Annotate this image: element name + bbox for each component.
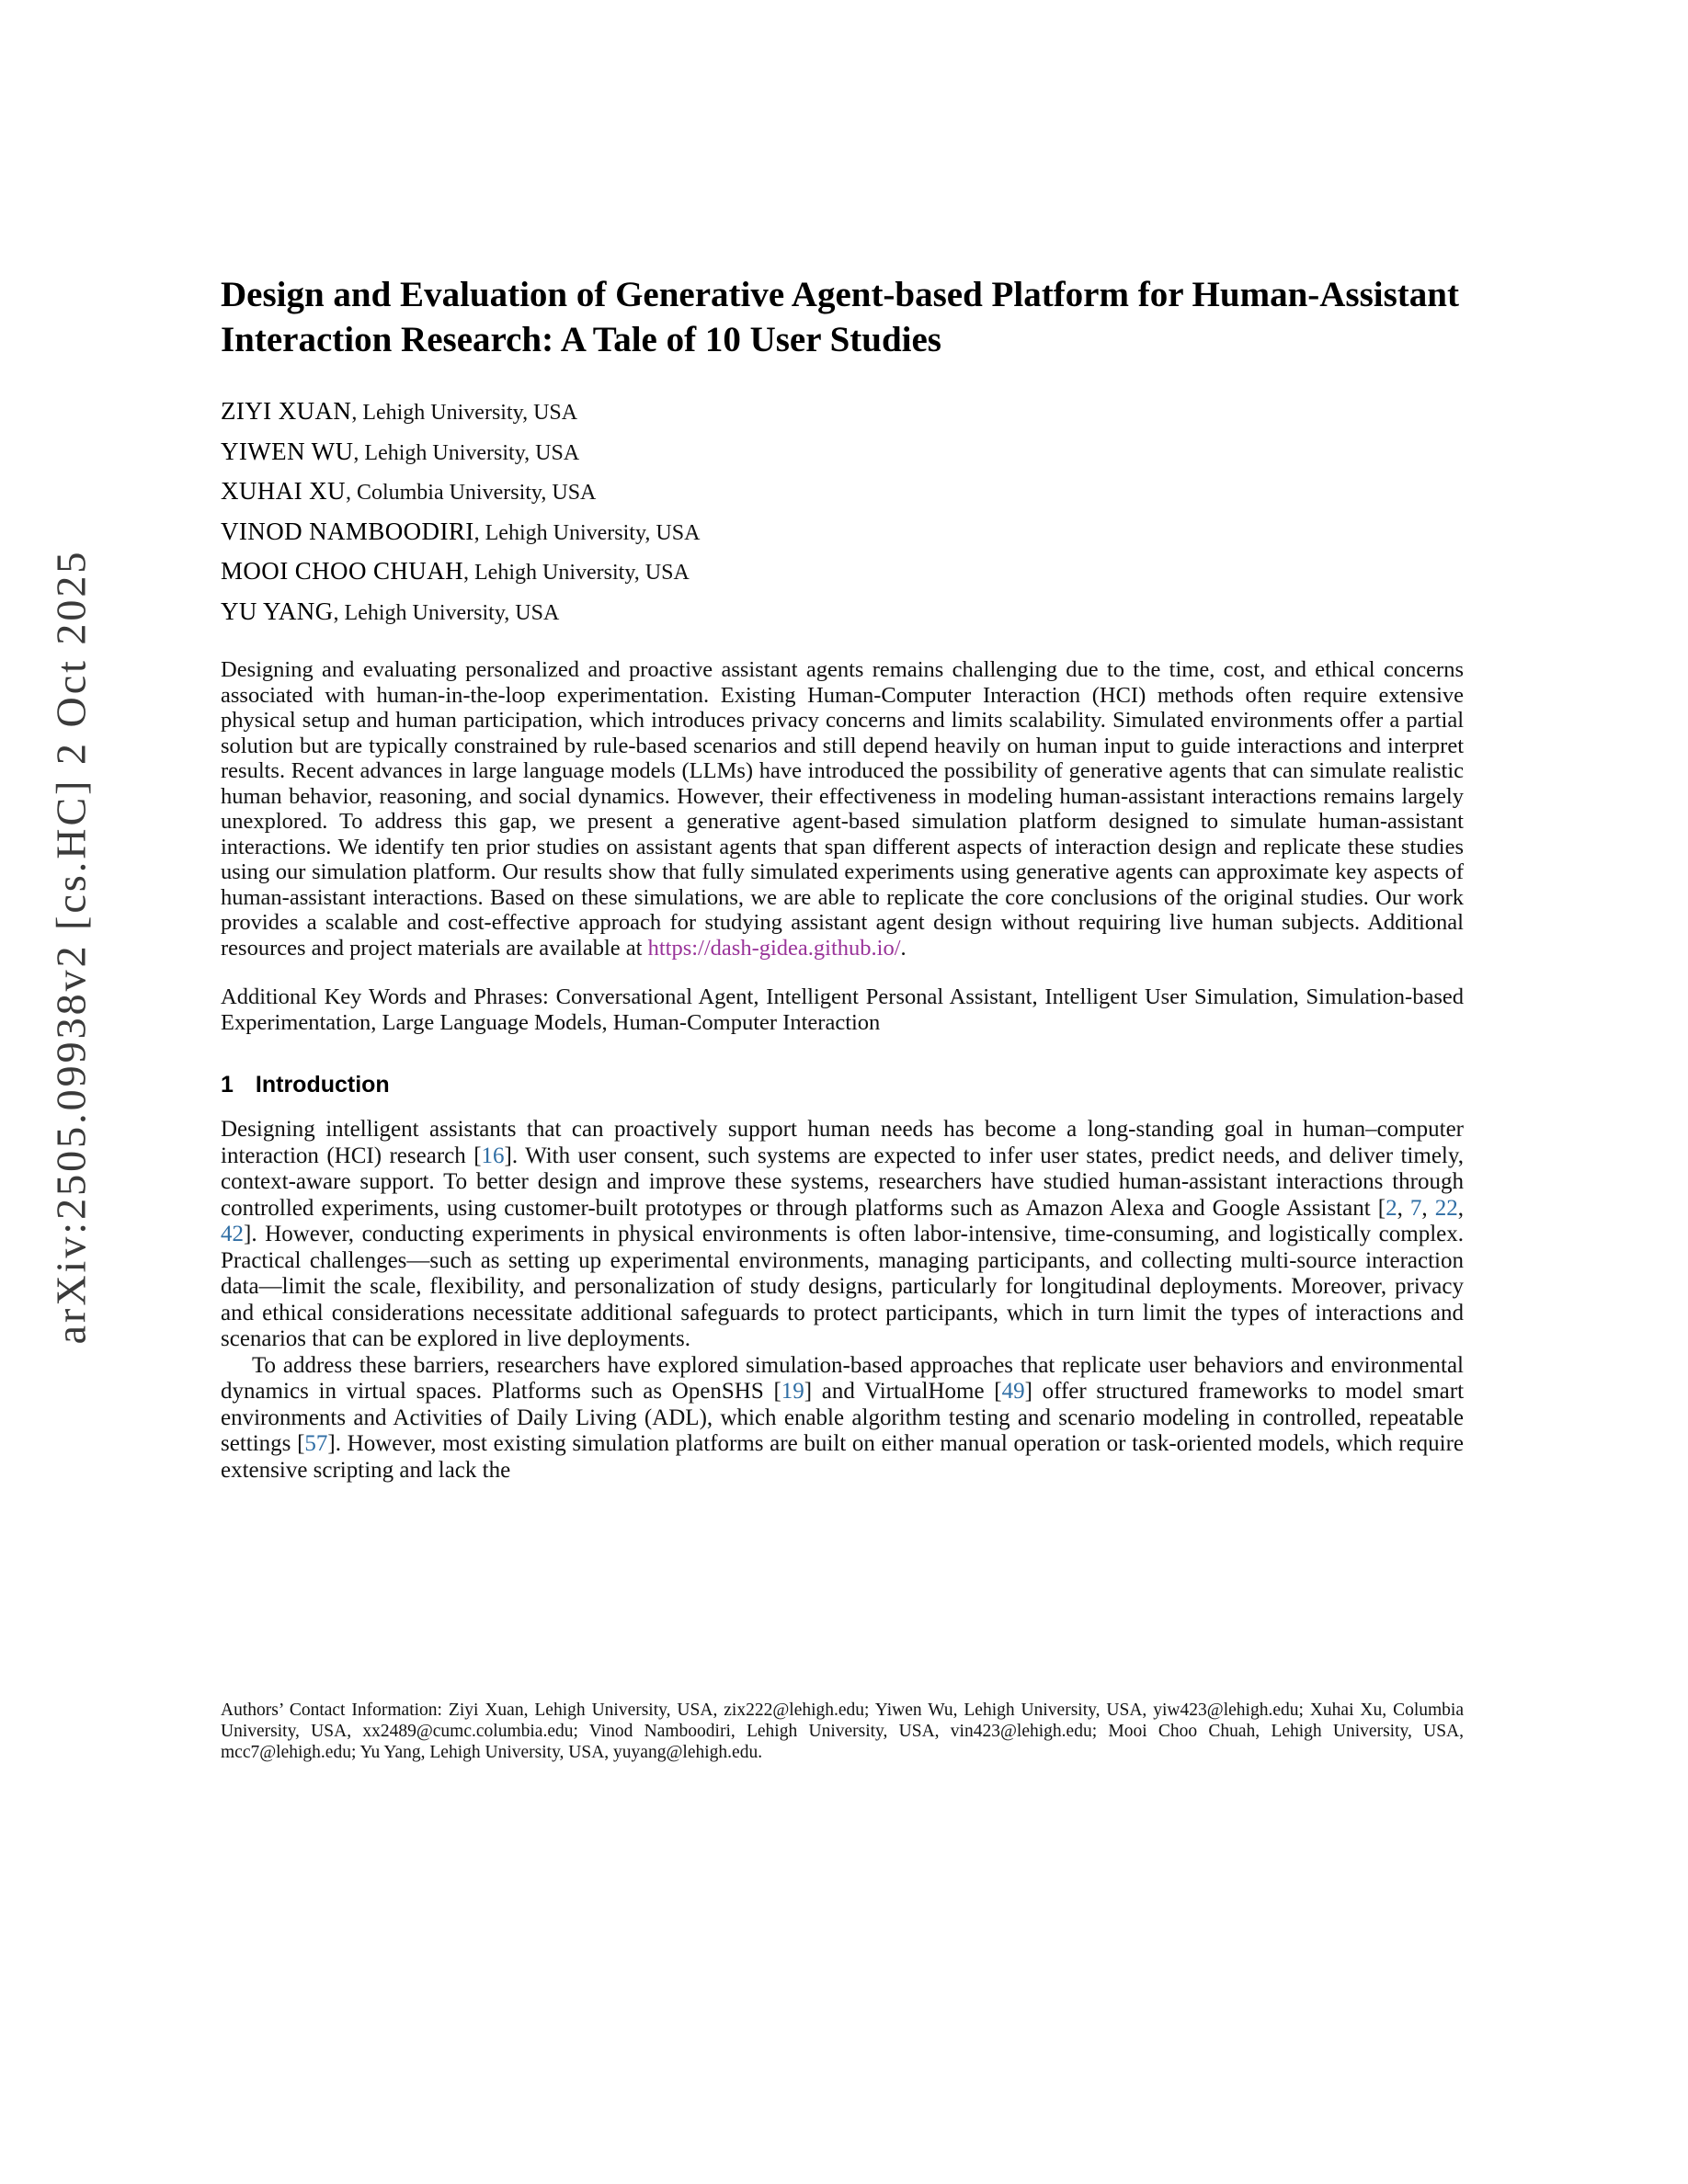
author-affiliation: , Lehigh University, USA bbox=[473, 520, 701, 545]
author-line bbox=[221, 434, 1464, 474]
abstract: Designing and evaluating personalized and proactive assistant agents remains challenging due to the time, cost, and ethical concerns associated with human-in-the-loop experimentation. Existing Human-Computer Interaction (HCI) methods often require extensive physical setup and human participation, which introduces privacy concerns and limits scalability. Simulated environments offer a partial solution but are typically constrained by rule-based scenarios and still depend heavily on human input to guide interactions and interpret results. Recent advances in large language models (LLMs) have introduced the possibility of generative agents that can simulate realistic human behavior, reasoning, and social dynamics. However, their effectiveness in modeling human-assistant interactions remains largely unexplored. To address this gap, we present a generative agent-based simulation platform designed to simulate human-assistant interactions. We identify ten prior studies on assistant agents that span different aspects of interaction design and replicate these studies using our simulation platform. Our results show that fully simulated experiments using generative agents can approximate key aspects of human-assistant interactions. Based on these simulations, we are able to replicate the core conclusions of the original studies. Our work provides a scalable and cost-effective approach for studying assistant agent design without requiring live human subjects. Additional resources and project materials are available at https://dash-gidea.github.io/. bbox=[221, 657, 1464, 961]
intro-paragraph-1: Designing intelligent assistants that can proactively support human needs has become a long-standing goal in human–computer interaction (HCI) research [16]. With user consent, such systems are expected to infer user states, predict needs, and deliver timely, context-aware support. To better design and improve these systems, researchers have studied human-assistant interactions through controlled experiments, using customer-built prototypes or through platforms such as Amazon Alexa and Google Assistant [2, 7, 22, 42]. However, conducting experiments in physical environments is often labor-intensive, time-consuming, and logistically complex. Practical challenges—such as setting up experimental environments, managing participants, and collecting multi-source interaction data—limit the scale, flexibility, and personalization of study designs, particularly for longitudinal deployments. Moreover, privacy and ethical considerations necessitate additional safeguards to protect participants, which in turn limit the types of interactions and scenarios that can be explored in live deployments. bbox=[221, 1117, 1465, 1351]
section-title: Introduction bbox=[255, 1072, 390, 1098]
contact-info: Authors’ Contact Information: Ziyi Xuan, Lehigh University, USA, zix222@lehigh.edu; Yiwen Wu, Lehigh University, USA, yiw423@lehigh.edu; Xuhai Xu, Columbia University, USA, xx2489@cumc.columbia.edu; Vinod Namboodiri, Lehigh University, USA, vin423@lehigh.edu; Mooi Choo Chuah, Lehigh University, USA, mcc7@lehigh.edu; Yu Yang, Lehigh University, USA, yuyang@lehigh.edu. bbox=[221, 1701, 1464, 1762]
author-line bbox=[221, 514, 1464, 554]
author-name: XUHAI XU bbox=[221, 477, 346, 505]
citation-link[interactable]: 16 bbox=[481, 1143, 505, 1168]
author-name: MOOI CHOO CHUAH bbox=[221, 557, 464, 585]
author-name: VINOD NAMBOODIRI bbox=[221, 517, 474, 545]
author-affiliation: , Lehigh University, USA bbox=[351, 401, 578, 425]
section-heading-introduction bbox=[221, 1072, 1464, 1098]
author-line bbox=[221, 594, 1464, 634]
paper-content bbox=[221, 272, 1464, 1484]
author-line bbox=[221, 553, 1464, 594]
paper-title: Design and Evaluation of Generative Agent-based Platform for Human-Assistant Interaction Research: A Tale of 10 User Studies bbox=[221, 275, 1459, 359]
author-line bbox=[221, 393, 1464, 434]
author-name: ZIYI XUAN bbox=[221, 397, 352, 425]
citation-link[interactable]: 42 bbox=[221, 1222, 244, 1246]
citation-link[interactable]: 22 bbox=[1434, 1195, 1458, 1221]
project-url-link[interactable]: https://dash-gidea.github.io/ bbox=[647, 935, 901, 961]
author-list bbox=[221, 393, 1464, 633]
author-affiliation: , Lehigh University, USA bbox=[353, 440, 580, 465]
author-affiliation: , Lehigh University, USA bbox=[463, 561, 690, 585]
author-name: YIWEN WU bbox=[221, 437, 354, 465]
arxiv-watermark: arXiv:2505.09938v2 [cs.HC] 2 Oct 2025 bbox=[47, 549, 95, 1345]
citation-link[interactable]: 57 bbox=[304, 1431, 328, 1456]
citation-link[interactable]: 7 bbox=[1409, 1195, 1422, 1221]
keywords: Additional Key Words and Phrases: Conversational Agent, Intelligent Personal Assistant, Intelligent User Simulation, Simulation-based Experimentation, Large Language Models, Human-Computer Interaction bbox=[221, 984, 1464, 1035]
section-number: 1 bbox=[221, 1072, 234, 1098]
author-affiliation: , Columbia University, USA bbox=[345, 481, 597, 505]
author-name: YU YANG bbox=[221, 597, 334, 625]
author-affiliation: , Lehigh University, USA bbox=[333, 600, 560, 625]
citation-link[interactable]: 19 bbox=[781, 1379, 804, 1404]
citation-link[interactable]: 49 bbox=[1001, 1379, 1025, 1404]
intro-paragraph-2: To address these barriers, researchers have explored simulation-based approaches that replicate user behaviors and environmental dynamics in virtual spaces. Platforms such as OpenSHS [19] and VirtualHome [49] offer structured frameworks to model smart environments and Activities of Daily Living (ADL), which enable algorithm testing and scenario modeling in controlled, repeatable settings [57]. However, most existing simulation platforms are built on either manual operation or task-oriented models, which require extensive scripting and lack the bbox=[221, 1352, 1465, 1483]
citation-link[interactable]: 2 bbox=[1386, 1195, 1397, 1221]
author-line bbox=[221, 473, 1464, 514]
